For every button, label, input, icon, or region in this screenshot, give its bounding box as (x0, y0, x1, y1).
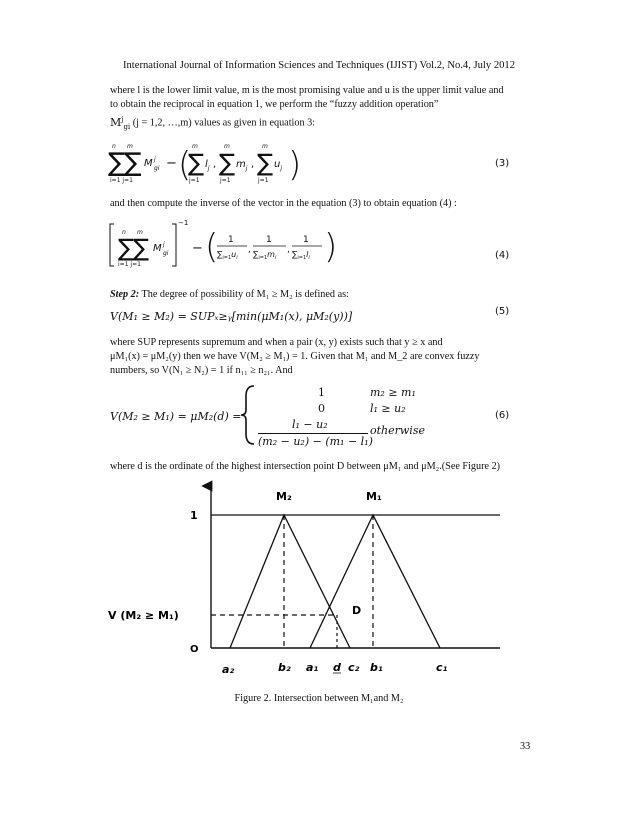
svg-text:1: 1 (303, 235, 309, 245)
svg-text:M: M (153, 243, 162, 254)
svg-text:1: 1 (228, 235, 234, 245)
svg-text:m: m (137, 229, 143, 236)
svg-text:m: m (192, 143, 198, 150)
text-line: μM₁(x) = μM₂(y) then we have V(M₂ ≥ M₁) = 1. Given that M₁ and M_2 are convex fuzzy (110, 351, 480, 362)
equation-3-number: (3) (495, 158, 510, 169)
svg-text:(: ( (178, 145, 192, 185)
triangle-m1 (310, 515, 440, 648)
x-label-a2: a₂ (222, 663, 235, 676)
equation-6-fraction-denominator: (m₂ − u₂) − (m₁ − l₁) (258, 435, 373, 448)
label-m1: M₁ (366, 490, 382, 503)
text-line-with-math: $M^j_{gi}$ (j = 1,2, …,m) values as given in equation 3: (110, 115, 316, 131)
svg-text:∑: ∑ (108, 148, 126, 178)
text-line: where l is the lower limit value, m is the most promising value and u is the upper limit value and (110, 85, 504, 96)
equation-6-cond-1: m₂ ≥ m₁ (370, 386, 416, 399)
svg-text:,: , (251, 159, 255, 170)
paragraph-inverse: and then compute the inverse of the vector in the equation (3) to obtain equation (4) : (110, 198, 457, 209)
x-label-d: d (333, 661, 341, 674)
equation-5: V(M₁ ≥ M₂) = SUPₓ≥ᵧ[min(μM₁(x), μM₂(y))] (110, 310, 353, 323)
point-d-label: D (352, 604, 362, 617)
y-label-one: 1 (190, 509, 198, 522)
running-header: International Journal of Information Sciences and Techniques (IJIST) Vol.2, No.4, July 2012 (122, 60, 516, 71)
triangle-m2 (230, 515, 350, 648)
svg-text:,: , (287, 245, 290, 255)
svg-text:m: m (224, 143, 230, 150)
svg-text:n: n (122, 229, 126, 236)
svg-text:−1: −1 (178, 219, 189, 227)
svg-text:j: j (163, 241, 165, 248)
svg-text:∑: ∑ (257, 149, 274, 177)
svg-text:−: − (192, 241, 203, 256)
svg-text:i=1 j=1: i=1 j=1 (110, 177, 133, 184)
step-2-text: The degree of possibility of M₁ ≥ M₂ is defined as: (141, 289, 349, 300)
svg-text:gi: gi (154, 165, 160, 172)
equation-5-number: (5) (495, 306, 510, 317)
equation-6-cond-2: l₁ ≥ u₂ (370, 402, 406, 415)
svg-text:m: m (262, 143, 268, 150)
x-label-a1: a₁ (306, 661, 319, 674)
figure-caption: Figure 2. Intersection between M₁and M₂ (234, 693, 404, 704)
svg-text:j=1: j=1 (189, 177, 200, 184)
svg-text:j: j (154, 156, 156, 163)
svg-text:m: m (127, 143, 133, 150)
svg-text:j=1: j=1 (258, 177, 269, 184)
svg-text:∑i=1mi: $\sum_{i=1}m_i$ (253, 250, 277, 261)
svg-text:1: 1 (266, 235, 272, 245)
svg-text:M: M (144, 158, 153, 169)
svg-text:gi: gi (163, 250, 169, 257)
text-line: (j = 1,2, …,m) values as given in equation 3: (132, 117, 316, 129)
svg-text:−: − (166, 156, 177, 171)
svg-text:): ) (324, 227, 338, 267)
paragraph-ordinate: where d is the ordinate of the highest intersection point D between μM₁ and μM₂.(See Figure 2) (110, 461, 501, 472)
equation-6-number: (6) (495, 410, 510, 421)
equation-6-lhs: V(M₂ ≥ M₁) = μM₂(d) = (110, 410, 242, 423)
svg-text:i=1 j=1: i=1 j=1 (118, 261, 141, 268)
x-label-c2: c₂ (348, 661, 360, 674)
svg-text:∑: ∑ (133, 234, 150, 262)
x-label-b2: b₂ (278, 661, 291, 674)
equation-4-number: (4) (495, 250, 510, 261)
svg-text:lj: $l_j$ (205, 159, 210, 172)
label-m2: M₂ (276, 490, 292, 503)
svg-text:∑: ∑ (188, 149, 205, 177)
text-line: to obtain the reciprocal in equation 1, we perform the “fuzzy addition operation” (110, 99, 439, 110)
x-label-b1: b₁ (370, 661, 383, 674)
text-line: numbers, so V(N₁ ≥ N₂) = 1 if n₁₁ ≥ n₂₁. And (110, 365, 293, 376)
svg-text:∑: ∑ (118, 234, 135, 262)
equation-6-cond-3: otherwise (370, 424, 425, 437)
equation-6-fraction-numerator: l₁ − u₂ (292, 418, 328, 431)
svg-text:n: n (112, 143, 116, 150)
svg-text:∑: ∑ (219, 149, 236, 177)
equation-6-case-1: 1 (318, 386, 325, 399)
step-2-label: Step 2: (110, 289, 140, 300)
svg-text:∑: ∑ (124, 148, 142, 178)
text-line: where SUP represents supremum and when a pair (x, y) exists such that y ≥ x and (110, 337, 443, 348)
svg-text:uj: $u_j$ (274, 159, 283, 172)
svg-text:(: ( (205, 227, 219, 267)
page-number: 33 (520, 741, 531, 752)
svg-text:j=1: j=1 (220, 177, 231, 184)
x-label-c1: c₁ (436, 661, 448, 674)
svg-text:): ) (288, 145, 302, 185)
svg-text:,: , (213, 159, 217, 170)
svg-text:∑i=1ui: $\sum_{i=1}u_i$ (217, 250, 238, 261)
svg-text:,: , (248, 245, 251, 255)
svg-text:∑i=1li: $\sum_{i=1}l_i$ (292, 250, 310, 261)
y-label-origin: O (190, 644, 199, 655)
y-label-v: V (M₂ ≥ M₁) (108, 609, 179, 622)
svg-text:mj: $m_j$ (236, 159, 248, 172)
equation-6-case-2: 0 (318, 402, 325, 415)
